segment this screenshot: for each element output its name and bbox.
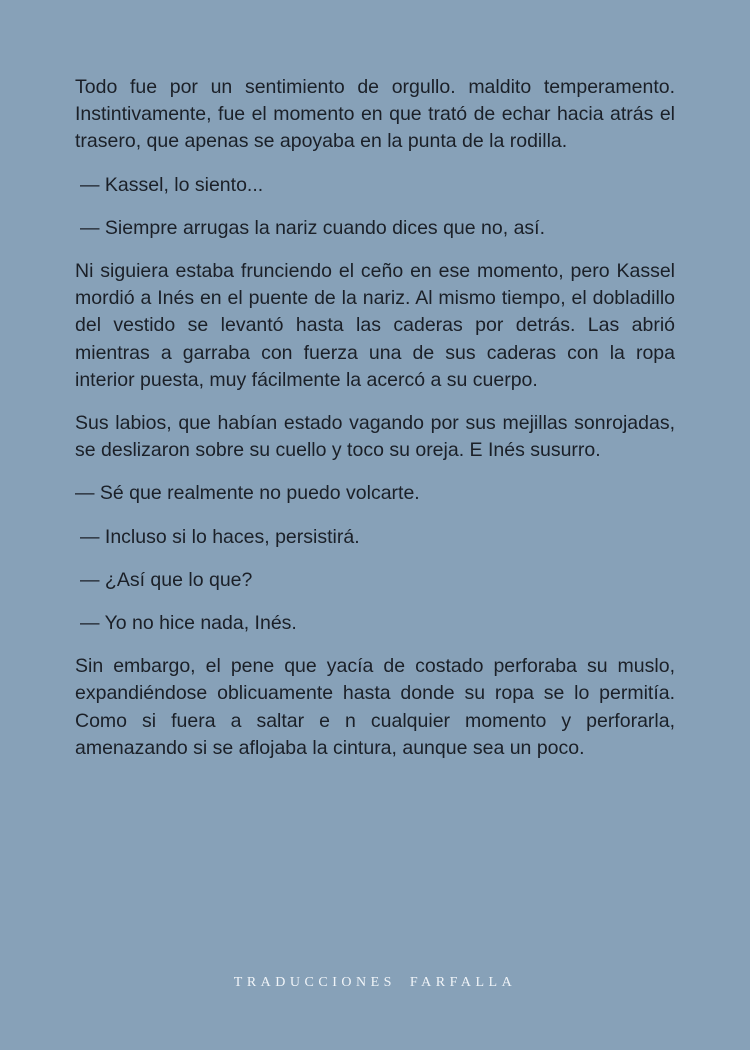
page-body [75, 74, 675, 778]
footer-word: TRADUCCIONES [233, 975, 396, 990]
paragraph: Todo fue por un sentimiento de orgullo. maldito temperamento. Instintivamente, fue el momento en que trató de echar hacia atrás el trasero, que apenas se apoyaba en la punta de la rodilla. [75, 76, 675, 153]
dialogue-line: — Incluso si lo haces, persistirá. [80, 525, 360, 548]
dialogue-line: — ¿Así que lo que? [80, 568, 253, 591]
dialogue-line: — Kassel, lo siento... [80, 173, 264, 196]
paragraph: Sin embargo, el pene que yacía de costado perforaba su muslo, expandiéndose oblicuamente hasta donde su ropa se lo permitía. Como si fuera a saltar e n cualquier momento y perforarla, amenazando si se aflojaba la cintura, aunque sea un poco. [75, 655, 675, 759]
dialogue-line: — Yo no hice nada, Inés. [80, 612, 297, 635]
paragraph: Sus labios, que habían estado vagando por sus mejillas sonrojadas, se deslizaron sobre su cuello y toco su oreja. E Inés susurro. [75, 412, 675, 462]
footer-credit [0, 975, 750, 991]
footer-word: FARFALLA [409, 975, 517, 990]
dialogue-line: — Sé que realmente no puedo volcarte. [75, 482, 420, 505]
paragraph: Ni siguiera estaba frunciendo el ceño en ese momento, pero Kassel mordió a Inés en el puente de la nariz. Al mismo tiempo, el dobladillo del vestido se levantó hasta las caderas por detrás. Las abrió mientras a garraba con fuerza una de sus caderas con la ropa interior puesta, muy fácilmente la acercó a su cuerpo. [75, 260, 675, 391]
dialogue-line: — Siempre arrugas la nariz cuando dices que no, así. [80, 216, 546, 239]
